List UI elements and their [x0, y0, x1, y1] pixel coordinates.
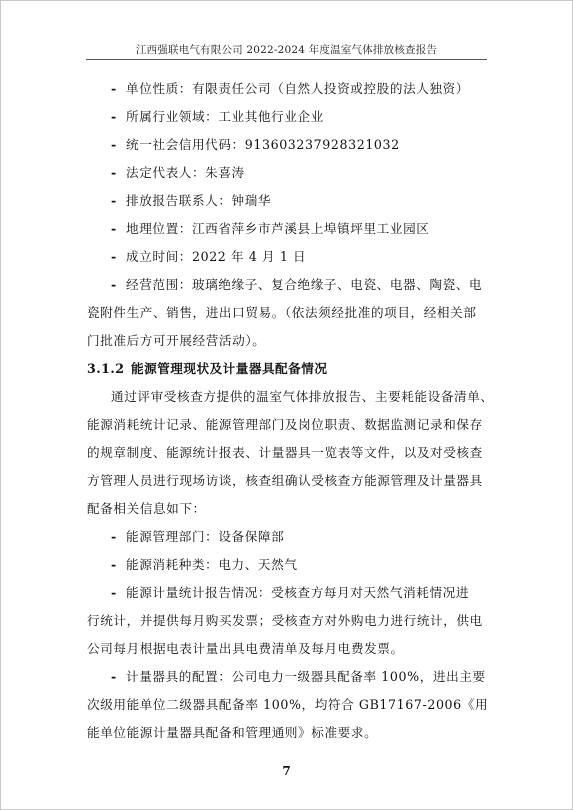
bullet-marker: - [111, 81, 117, 96]
credit-code-text: 统一社会信用代码：91360323792832103​2 [126, 137, 400, 152]
contact-text: 排放报告联系人：钟瑞华 [126, 193, 272, 208]
business-scope-line: 门批准后方可开展经营活动）。 [87, 333, 266, 348]
energy-report-line: 能源计量统计报告情况：受核查方每月对天然气消耗情况进 [126, 585, 470, 600]
contact-item [111, 190, 271, 209]
energy-report-item [111, 582, 469, 601]
bullet-marker: - [111, 221, 117, 236]
intro-paragraph-line: 通过评审受核查方提供的温室气体排放报告、主要耗能设备清单、 [111, 389, 494, 404]
business-scope-line: 瓷附件生产、销售，进出口贸易。（依法须经批准的项目，经相关部 [87, 305, 477, 320]
bullet-marker: - [111, 585, 117, 600]
page-number: 7 [282, 764, 291, 778]
energy-types-text: 能源消耗种类：电力、天然气 [126, 557, 298, 572]
intro-paragraph-line: 方管理人员进行现场访谈，核查组确认受核查方能源管理及计量器具 [87, 473, 483, 488]
intro-paragraph-line: 的规章制度、能源统计报表、计量器具一览表等文件，以及对受核查 [87, 445, 483, 460]
meter-config-line: 次级用能单位二级器具配备率 100%，均符合 GB17167-2006《用 [87, 697, 489, 712]
intro-paragraph-line: 能源消耗统计记录、能源管理部门及岗位职责、数据监测记录和保存 [87, 417, 483, 432]
section-heading [87, 358, 327, 377]
bullet-marker: - [111, 165, 117, 180]
business-scope-line: 经营范围：玻璃绝缘子、复合绝缘子、电瓷、电器、陶瓷、电 [126, 277, 483, 292]
bullet-marker: - [111, 109, 117, 124]
bullet-marker: - [111, 529, 117, 544]
unit-nature-text: 单位性质：有限责任公司（自然人投资或控股的法人独资） [126, 81, 470, 96]
page-header: 江西强联电气有限公司 2022-2024 年度温室气体排放核查报告 [135, 44, 438, 56]
business-scope-item [111, 274, 482, 293]
unit-nature-item [111, 78, 469, 97]
header-divider [86, 59, 487, 60]
meter-config-line: 计量器具的配置：公司电力一级器具配备率 100%，进出主要 [126, 669, 486, 684]
legal-rep-item [111, 162, 245, 181]
energy-report-line: 公司每月根据电表计量出具电费清单及每月电费发票。 [87, 641, 404, 656]
bullet-marker: - [111, 249, 117, 264]
bullet-marker: - [111, 669, 117, 684]
meter-config-item [111, 666, 486, 685]
section-number: 3.1.2 [87, 361, 125, 376]
legal-rep-text: 法定代表人：朱喜涛 [126, 165, 245, 180]
bullet-marker: - [111, 193, 117, 208]
section-title: 能源管理现状及计量器具配备情况 [131, 361, 328, 376]
energy-types-item [111, 554, 298, 573]
address-item [111, 218, 429, 237]
industry-item [111, 106, 324, 125]
industry-text: 所属行业领域：工业其他行业企业 [126, 109, 324, 124]
bullet-marker: - [111, 137, 117, 152]
meter-config-line: 能单位能源计量器具配备和管理通则》标准要求。 [87, 725, 378, 740]
established-text: 成立时间：2022 年 4 月 1 日 [126, 249, 307, 264]
address-text: 地理位置：江西省萍乡市芦溪县上埠镇坪里工业园区 [126, 221, 430, 236]
bullet-marker: - [111, 557, 117, 572]
credit-code-item [111, 134, 400, 153]
intro-paragraph-line: 配备相关信息如下： [87, 501, 206, 516]
bullet-marker: - [111, 277, 117, 292]
energy-dept-item [111, 526, 284, 545]
energy-dept-text: 能源管理部门：设备保障部 [126, 529, 285, 544]
energy-report-line: 行统计，并提供每月购买发票；受核查方对外购电力进行统计，供电 [87, 613, 483, 628]
established-item [111, 246, 306, 265]
